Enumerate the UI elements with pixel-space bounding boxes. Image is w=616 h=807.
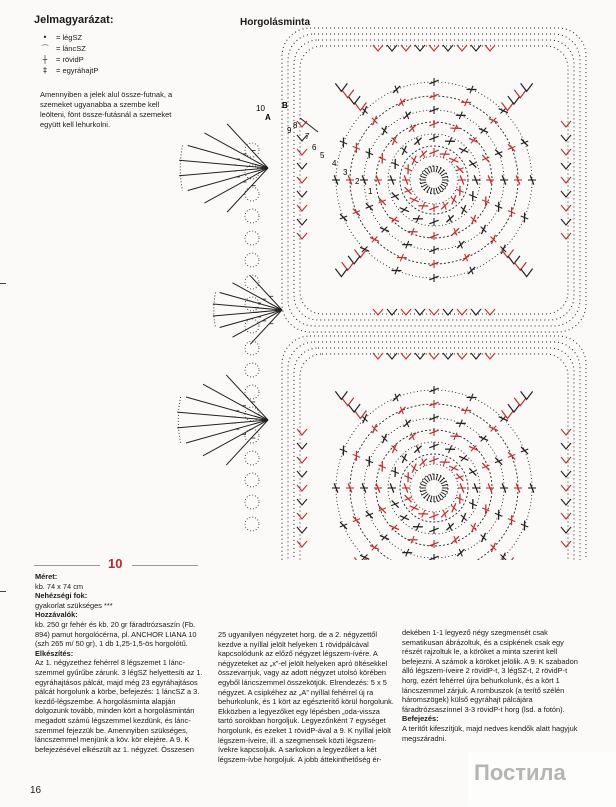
materials-label: Hozzávalók: (35, 610, 78, 620)
round-numbers (256, 101, 373, 196)
crochet-motifs (282, 28, 586, 560)
single-crochet-icon: ┼ (42, 55, 48, 64)
cut-mark (0, 283, 6, 284)
crochet-fan (213, 276, 282, 345)
instructions-text: dekében 1-1 legyező négy szegmensét csak sematikusan ábrázoltuk, és a csipkének csak egy részét rajzoltuk le, a köröket a minta szerint kell befejezni. A számok a köröket jelölik. A 9. K szabadon álló légszem-íveire 2 rövidP-t, 3 légSZ-t, 2 rövidP-t horg, ezért fehérrel újra behurkolunk, és a kört 1 láncszemmel zárjuk. A rombuszok (a terítő szélén háromszögek) külső egyráhajt pálcájára fáradtrózsaszínnel 3-3 rövidP-t horg (lsd. a fotón). (402, 628, 578, 714)
legend-title: Jelmagyarázat: (34, 14, 114, 26)
legend-row-rovid (34, 54, 184, 65)
page-number: 16 (30, 785, 42, 796)
chart-title: Horgolásminta (240, 17, 311, 28)
chain-stitch-icon: • (42, 33, 48, 42)
round-label-1: 1 (368, 187, 373, 196)
round-label-2: 2 (355, 177, 360, 186)
legend (34, 14, 184, 130)
column-2 (218, 630, 396, 764)
divider (34, 565, 100, 566)
legend-label: = egyráhajtP (56, 66, 99, 75)
round-label-5: 5 (320, 151, 325, 160)
watermark-text: Постила (474, 760, 566, 785)
legend-label: = légSZ (56, 33, 83, 42)
label-a: A (265, 113, 271, 122)
size-label: Méret: (35, 572, 58, 581)
legend-row-lanc (34, 43, 184, 54)
difficulty-value: gyakorlat szükséges *** (35, 600, 113, 610)
legend-label: = láncSZ (56, 44, 86, 53)
legend-label: = rövidP (56, 55, 84, 64)
watermark (468, 752, 616, 807)
pattern-number: 10 (108, 556, 123, 571)
finish-value: A terítőt kifeszítjük, majd nedves kendők alatt hagyjuk megszáradni. (402, 723, 578, 743)
column-3 (402, 628, 582, 743)
round-label-6: 6 (312, 143, 317, 152)
crochet-square (282, 28, 586, 332)
materials-value: kb. 250 gr fehér és kb. 20 gr fáradtrózsaszín (Fb. 894) pamut horgolócérna, pl. ANCHOR LIANA 10 (szh 265 m/ 50 gr), 1 db 1,25-1,5-ös horgolótű. (35, 619, 197, 649)
double-crochet-icon: ‡ (43, 66, 47, 75)
method-label: Elkészítés: (35, 648, 74, 658)
round-label-3: 3 (343, 168, 348, 177)
crochet-square (282, 336, 586, 560)
round-label-8: 8 (293, 121, 298, 130)
round-label-9: 9 (287, 126, 292, 135)
crochet-fan (179, 124, 268, 212)
slip-stitch-icon: ⌒ (41, 44, 49, 53)
round-label-10: 10 (256, 104, 265, 113)
crochet-fans (177, 118, 318, 531)
label-b: B (282, 101, 288, 110)
round-label-7: 7 (305, 132, 310, 141)
column-1 (35, 572, 207, 754)
difficulty-label: Nehézségi fok: (35, 591, 88, 601)
divider (132, 565, 198, 566)
instructions-text: 25 ugyanilyen négyzetet horg. de a 2. négyzettől kezdve a nyíllal jelölt helyeken 1 rövidpálcával kapcsolódunk az előző négyzet légszem-ívére. A négyzeteket az „x”-el jelölt helyeken apró öltésekkel összevarrjuk, vagy az adott négyzet utolsó körében egyből láncszemmel összekötjük. Elrendezés: 5 x 5 négyzet. A csipkéhez az „A” nyíllal fehérrel új ra behurkolunk, és 1 kört az egészterítő körül horgolunk. Ekközben a legyezőket egy lépésben „oda-vissza tartó sorokban horgoljuk. Legyezőnként 7 egységet horgolunk, és ezeket 1 rövidP-ával a 9. K nyíllal jelölt légszem-íveire, ill. a szegmensek közti légszem-ívekre kapcsoljuk. A sarkokon a legyezőket a két légszem-ívbe horgoljuk. A jobb áttekinthetőség ér- (218, 630, 394, 764)
method-value: Az 1. négyzethez fehérrel 8 légszemet 1 lánc-szemmel gyűrűbe zárunk. 3 légSZ helyettesíti az 1. egyráhajtásos pálcát, majd még 23 egyráhajtásos pálcát horgolunk a körbe, befejezés: 1 láncSZ a 3. kezdő-légszembe. A horgolásminta alapján dolgozunk tovább, minden kört a horgolásmintán megadott számú légszemmel kezdünk, és lánc-szemmel fejezzük be. Amennyiben szükséges, láncszemmel menjünk a köv. kör elejére. A 9. K befejezésével elkészült az 1. négyzet. Összesen (35, 658, 203, 754)
legend-row-egyrahajt (34, 65, 184, 76)
legend-note: Amennyiben a jelek alul össze-futnak, a szemeket ugyanabba a szembe kell leölteni, fönt össze-futásnál a szemeket együtt kell lehurkolni. (40, 90, 173, 129)
legend-row-lancszem (34, 32, 184, 43)
round-label-4: 4 (332, 159, 337, 168)
crochet-fan (177, 375, 268, 465)
finish-label: Befejezés: (402, 714, 439, 724)
size-value: kb. 74 x 74 cm (35, 581, 84, 591)
cut-mark (0, 591, 6, 592)
